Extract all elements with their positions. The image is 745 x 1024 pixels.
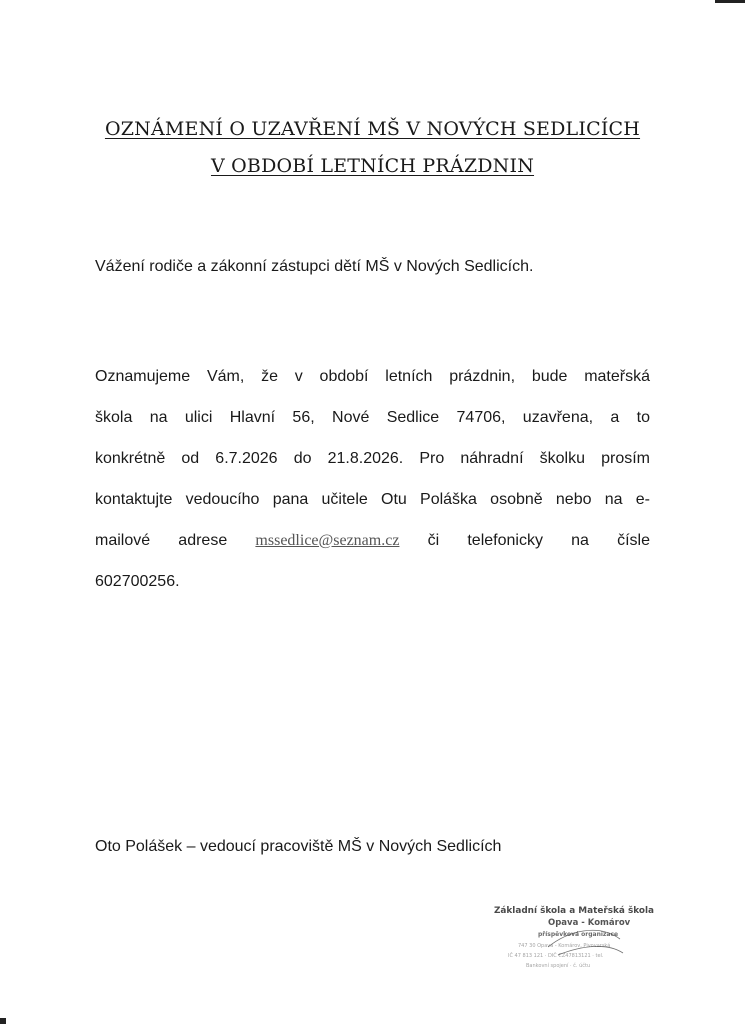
title-line-1: OZNÁMENÍ O UZAVŘENÍ MŠ V NOVÝCH SEDLICÍCH [104, 118, 641, 140]
scan-corner-mark [715, 0, 745, 3]
body-line-3: konkrétně od 6.7.2026 do 21.8.2026. Pro náhradní školku prosím [95, 450, 650, 467]
email-link[interactable]: mssedlice@seznam.cz [255, 532, 400, 549]
body-line-6: 602700256. [95, 573, 180, 590]
greeting: Vážení rodiče a zákonní zástupci dětí MŠ v Nových Sedlicích. [95, 258, 534, 275]
stamp-line-3: příspěvková organizace [538, 931, 619, 938]
title-line-2: V OBDOBÍ LETNÍCH PRÁZDNIN [210, 155, 535, 177]
stamp-line-2: Opava - Komárov [548, 918, 631, 928]
svg-text:IČ 47 813 121 · DIČ CZ47813121: IČ 47 813 121 · DIČ CZ47813121 · tel. [508, 953, 604, 959]
scan-bottom-mark [0, 1018, 6, 1024]
body-line-4: kontaktujte vedoucího pana učitele Otu Poláška osobně nebo na e- [95, 491, 650, 508]
announcement-body [95, 356, 650, 602]
signature: Oto Polášek – vedoucí pracoviště MŠ v Nových Sedlicích [95, 838, 502, 855]
body-line-5-before: mailové adrese [95, 532, 228, 549]
body-line-2: škola na ulici Hlavní 56, Nové Sedlice 74706, uzavřena, a to [95, 409, 650, 426]
body-line-1: Oznamujeme Vám, že v období letních prázdnin, bude mateřská [95, 368, 650, 385]
body-line-5-after: či telefonicky na čísle [427, 532, 651, 549]
body-line-5 [95, 520, 650, 561]
stamp-line-1: Základní škola a Mateřská škola [494, 906, 657, 916]
svg-text:747 30 Opava - Komárov, Pivova: 747 30 Opava - Komárov, Pivovarská [518, 943, 611, 949]
svg-text:Bankovní spojení · č. účtu: Bankovní spojení · č. účtu [526, 963, 591, 969]
school-stamp [488, 895, 663, 980]
